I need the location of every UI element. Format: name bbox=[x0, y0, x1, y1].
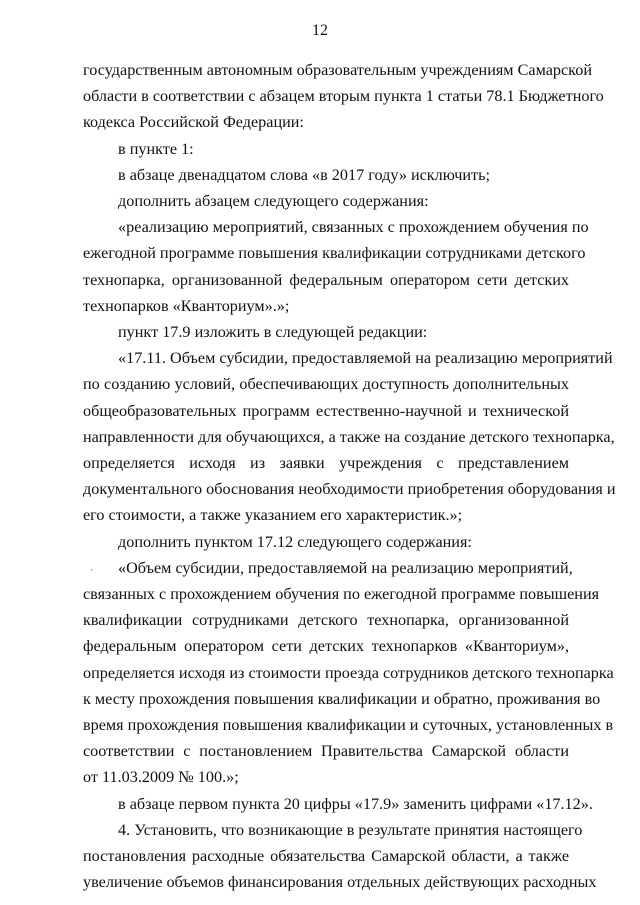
text-line: связанных с прохождением обучения по ежегодной программе повышения bbox=[83, 585, 600, 603]
text-line: определяется исходя из заявки учреждения с представлением bbox=[83, 454, 569, 472]
text-line: государственным автономным образовательным учреждениям Самарской bbox=[83, 61, 592, 79]
text-line: квалификации сотрудниками детского технопарка, организованной bbox=[83, 611, 569, 630]
text-line: в абзаце двенадцатом слова «в 2017 году» исключить; bbox=[118, 165, 490, 184]
text-line: по созданию условий, обеспечивающих доступность дополнительных bbox=[83, 375, 569, 394]
text-line: дополнить абзацем следующего содержания: bbox=[118, 192, 429, 210]
text-line: его стоимости, а также указанием его характеристик.»; bbox=[83, 506, 463, 525]
text-line: соответствии с постановлением Правительства Самарской области bbox=[83, 742, 569, 761]
text-line: к месту прохождения повышения квалификации и обратно, проживания во bbox=[83, 689, 601, 708]
text-line: в пункте 1: bbox=[118, 139, 194, 158]
text-line: от 11.03.2009 № 100.»; bbox=[83, 768, 239, 787]
text-line: в абзаце первом пункта 20 цифры «17.9» заменить цифрами «17.12». bbox=[118, 794, 593, 813]
text-line: кодекса Российской Федерации: bbox=[83, 113, 304, 132]
text-line: определяется исходя из стоимости проезда сотрудников детского технопарка bbox=[83, 663, 614, 682]
text-line: направленности для обучающихся, а также на создание детского технопарка, bbox=[83, 427, 615, 446]
text-line: технопарка, организованной федеральным оператором сети детских bbox=[83, 270, 569, 289]
text-line: области в соответствии с абзацем вторым пункта 1 статьи 78.1 Бюджетного bbox=[83, 87, 604, 106]
text-line: «Объем субсидии, предоставляемой на реализацию мероприятий, bbox=[118, 558, 573, 577]
text-line: документального обоснования необходимости приобретения оборудования и bbox=[83, 480, 616, 499]
text-line: «реализацию мероприятий, связанных с прохождением обучения по bbox=[118, 218, 589, 237]
page-number: 12 bbox=[312, 22, 328, 39]
text-line: 4. Установить, что возникающие в результате принятия настоящего bbox=[118, 820, 583, 839]
text-line: ежегодной программе повышения квалификации сотрудниками детского bbox=[83, 244, 586, 263]
text-line: постановления расходные обязательства Самарской области, а также bbox=[83, 847, 569, 865]
text-line: увеличение объемов финансирования отдельных действующих расходных bbox=[83, 873, 597, 892]
scan-speck: ˎ bbox=[90, 559, 94, 571]
text-line: «17.11. Объем субсидии, предоставляемой на реализацию мероприятий bbox=[118, 349, 613, 368]
text-line: время прохождения повышения квалификации и суточных, установленных в bbox=[83, 716, 614, 734]
text-line: федеральным оператором сети детских технопарков «Кванториум», bbox=[83, 637, 569, 656]
text-line: пункт 17.9 изложить в следующей редакции: bbox=[118, 323, 428, 341]
text-line: дополнить пунктом 17.12 следующего содержания: bbox=[118, 532, 472, 551]
text-line: общеобразовательных программ естественно-научной и технической bbox=[83, 401, 569, 420]
text-line: технопарков «Кванториум».»; bbox=[83, 296, 290, 315]
